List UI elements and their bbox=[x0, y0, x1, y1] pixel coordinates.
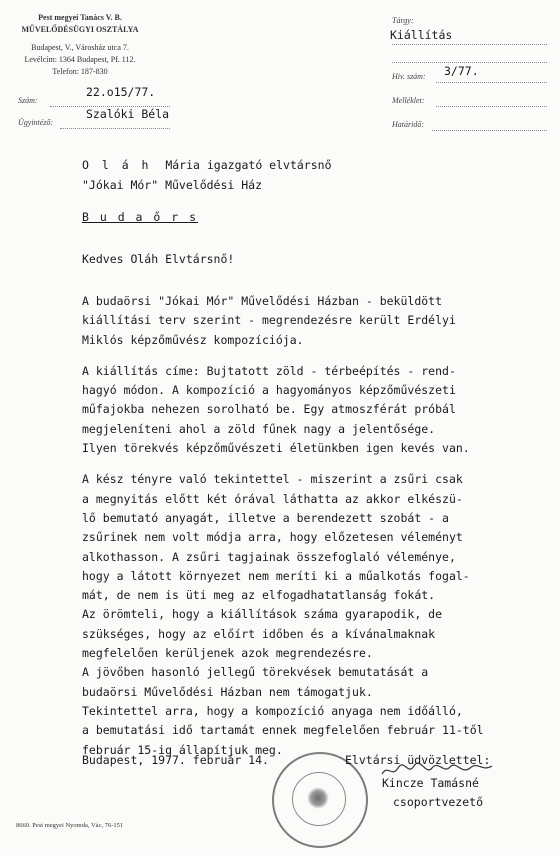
paragraph-line: Tekintettel arra, hogy a kompozíció anyaga nem időálló, bbox=[82, 703, 463, 718]
signer-title: csoportvezető bbox=[393, 795, 484, 809]
szam-value: 22.o15/77. bbox=[86, 85, 156, 99]
org-mail-address: Levélcím: 1364 Budapest, Pf. 112. bbox=[24, 55, 136, 64]
closing: Elvtársi üdvözlettel: bbox=[345, 753, 491, 767]
paragraph-line: Miklós képzőművész kompozíciója. bbox=[82, 332, 304, 347]
org-phone: Telefon: 187-830 bbox=[52, 67, 108, 76]
paragraph-line: szükséges, hogy az előírt időben és a kívánalmaknak bbox=[82, 626, 436, 641]
targy-line-2 bbox=[392, 62, 547, 63]
hatarido-label: Határidő: bbox=[392, 120, 424, 129]
letter-body bbox=[82, 292, 484, 760]
paragraph-line: zsűrinek nem volt módja arra, hogy előzetesen véleményt bbox=[82, 530, 463, 545]
paragraph-line: A budaörsi "Jókai Mór" Művelődési Házban - beküldött bbox=[82, 294, 443, 308]
ugyintezo-label: Ügyintéző: bbox=[18, 118, 54, 127]
printer-footer: 8660. Pest megyei Nyomda, Vác, 76-151 bbox=[16, 822, 124, 829]
paragraph-line: a megnyitás előtt két órával láthatta az akkor elkészü- bbox=[82, 491, 463, 506]
paragraph-line: kiállítási terv szerint - megrendezésre került Erdélyi bbox=[82, 313, 456, 328]
hiv-szam-line bbox=[436, 82, 547, 83]
paragraph-line: lő bemutató anyagát, illetve a berendezett szobát - a bbox=[82, 510, 449, 525]
paragraph-line: A jövőben hasonló jellegű törekvések bemutatását a bbox=[82, 665, 429, 680]
paragraph bbox=[82, 292, 484, 350]
recipient-surname: O l á h bbox=[82, 158, 152, 172]
paragraph-line: hogy a látott környezet nem meríti ki a műalkotás fogal- bbox=[82, 568, 470, 583]
signer-name: Kincze Tamásné bbox=[382, 776, 479, 790]
paragraph-line: Ilyen törekvés képzőművészeti életünkben igen kevés van. bbox=[82, 441, 470, 456]
paragraph-line: február 15-ig állapítjuk meg. bbox=[82, 742, 283, 757]
paragraph-line: műfajokba nehezen sorolható be. Egy atmoszférát próbál bbox=[82, 402, 456, 417]
paragraph-line: mát, de nem is üti meg az elfogadhatatlanság fokát. bbox=[82, 588, 436, 603]
paragraph-line: hagyó módon. A kompozíció a hagyományos képzőművészeti bbox=[82, 383, 456, 398]
targy-line bbox=[392, 44, 547, 45]
org-address: Budapest, V., Városház utca 7. bbox=[31, 43, 129, 52]
recipient-institution: "Jókai Mór" Művelődési Ház bbox=[82, 178, 263, 192]
recipient-city: B u d a ő r s bbox=[82, 210, 199, 224]
szam-label: Szám: bbox=[18, 96, 38, 105]
paragraph-line: budaörsi Művelődési Házban nem támogatjuk. bbox=[82, 684, 373, 699]
paragraph-line: a bemutatási idő tartamát ennek megfelelően február 11-től bbox=[82, 723, 484, 738]
melleklet-label: Melléklet: bbox=[392, 96, 425, 105]
paragraph-line: megjeleníteni ahol a zöld fűnek nagy a jelentősége. bbox=[82, 421, 436, 436]
paragraph-line: A kiállítás címe: Bujtatott zöld - térbeépítés - rend- bbox=[82, 363, 456, 378]
date-line: Budapest, 1977. február 14. bbox=[82, 753, 269, 767]
paragraph-line: Az örömteli, hogy a kiállítások száma gyarapodik, de bbox=[82, 607, 443, 622]
paragraph-line: megfelelően kerüljenek azok megrendezésre. bbox=[82, 646, 373, 661]
paragraph-line: alkothasson. A zsűri tagjainak összefoglaló véleménye, bbox=[82, 549, 456, 564]
hiv-szam-value: 3/77. bbox=[444, 64, 479, 78]
org-department: MŰVELŐDÉSÜGYI OSZTÁLYA bbox=[21, 25, 139, 34]
stamp-crest bbox=[307, 787, 329, 809]
hatarido-line bbox=[432, 130, 547, 131]
ugyintezo-line bbox=[60, 128, 170, 129]
paragraph bbox=[82, 470, 484, 759]
targy-label: Tárgy: bbox=[392, 16, 414, 25]
hiv-szam-label: Hiv. szám: bbox=[392, 72, 426, 81]
paragraph bbox=[82, 362, 484, 458]
salutation: Kedves Oláh Elvtársnő! bbox=[82, 252, 235, 266]
recipient-title: Mária igazgató elvtársnő bbox=[165, 158, 332, 172]
recipient-name bbox=[82, 158, 332, 172]
paragraph-line: A kész tényre való tekintettel - miszerint a zsűri csak bbox=[82, 472, 463, 487]
org-name: Pest megyei Tanács V. B. bbox=[38, 13, 122, 22]
targy-value: Kiállítás bbox=[390, 28, 453, 42]
melleklet-line bbox=[436, 106, 547, 107]
stamp-emblem bbox=[292, 772, 346, 826]
ugyintezo-value: Szalóki Béla bbox=[86, 107, 170, 121]
